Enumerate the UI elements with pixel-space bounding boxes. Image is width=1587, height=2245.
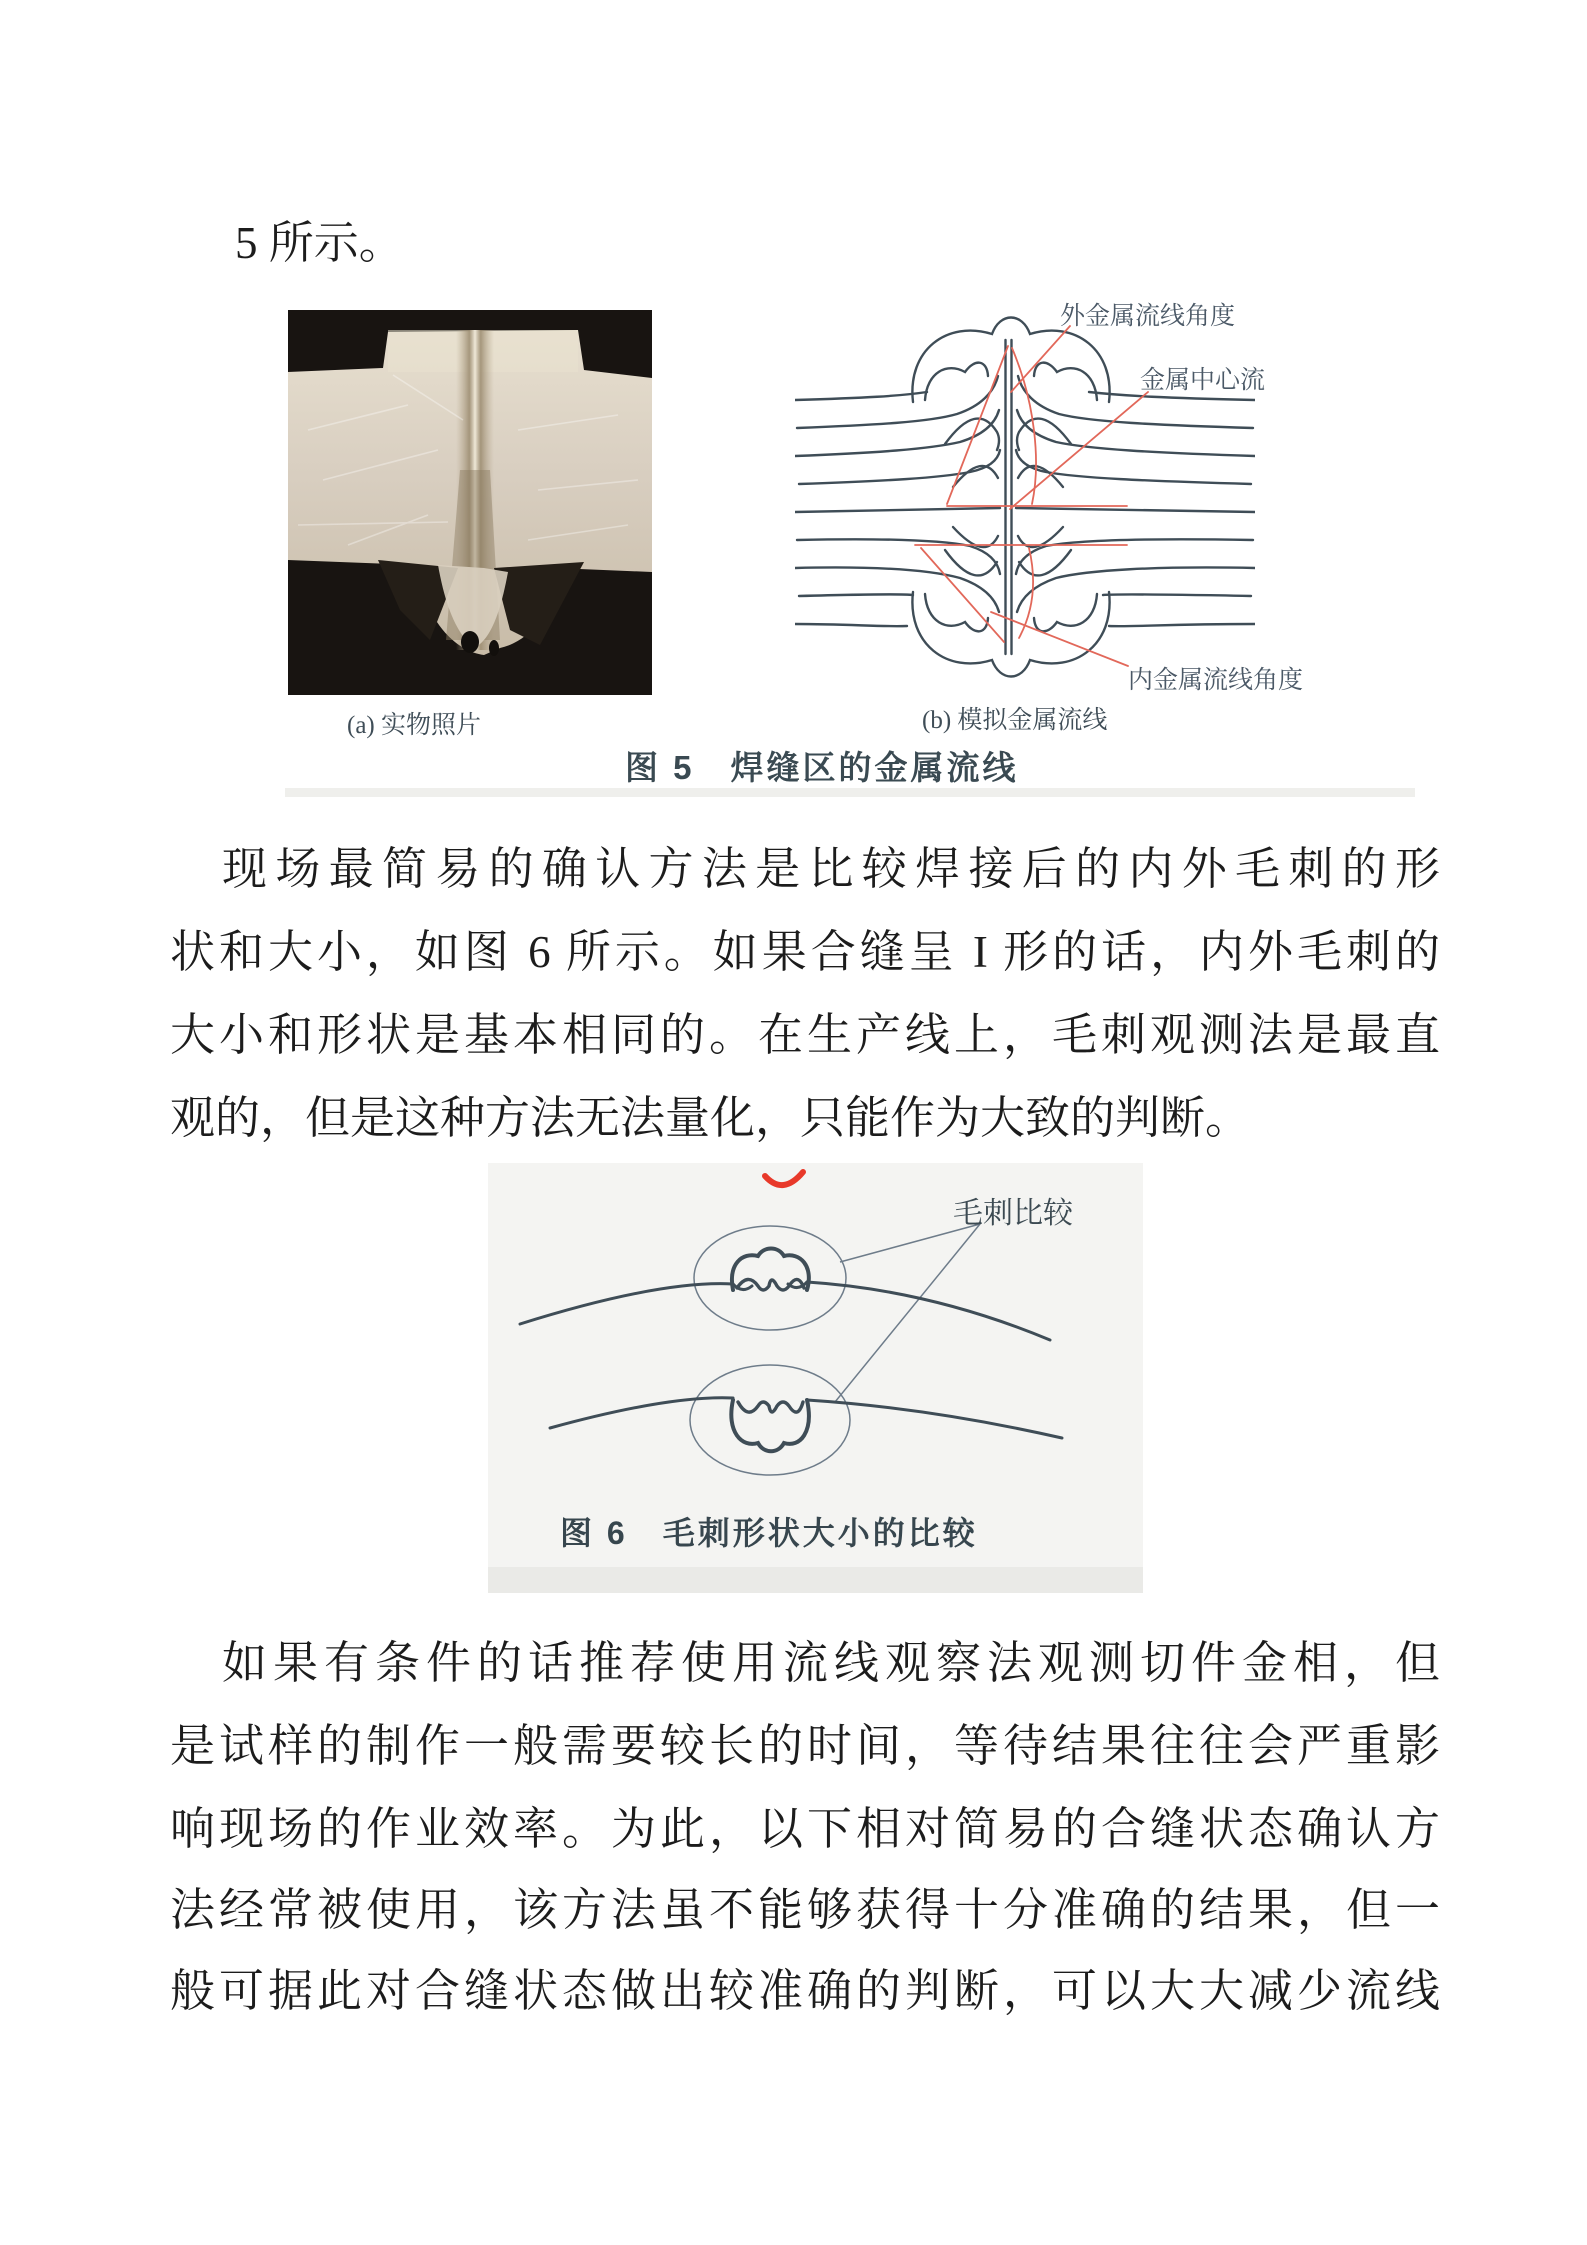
figure5-subcaption-a: (a) 实物照片 bbox=[347, 712, 481, 739]
figure5-caption: 图 5 焊缝区的金属流线 bbox=[625, 749, 1019, 786]
red-check-mark bbox=[765, 1172, 803, 1185]
label-burr-compare: 毛刺比较 bbox=[953, 1197, 1073, 1230]
paragraph1-line4: 观的，但是这种方法无法量化，只能作为大致的判断。 bbox=[170, 1093, 1251, 1143]
figure5-flowline-diagram bbox=[795, 282, 1255, 712]
label-metal-center-flow: 金属中心流 bbox=[1140, 367, 1266, 394]
label-inner-flowline-angle: 内金属流线角度 bbox=[1128, 667, 1304, 694]
figure5-subcaption-b: (b) 模拟金属流线 bbox=[922, 707, 1108, 734]
paragraph2-line2: 是试样的制作一般需要较长的时间，等待结果往往会严重影 bbox=[170, 1721, 1440, 1771]
figure6-caption: 图 6 毛刺形状大小的比较 bbox=[560, 1515, 978, 1551]
paragraph2-line3: 响现场的作业效率。为此，以下相对简易的合缝状态确认方 bbox=[170, 1804, 1440, 1854]
paragraph1-line1: 现场最简易的确认方法是比较焊接后的内外毛刺的形 bbox=[222, 844, 1440, 894]
paragraph2-line5: 般可据此对合缝状态做出较准确的判断，可以大大减少流线 bbox=[170, 1966, 1440, 2016]
intro-line: 5 所示。 bbox=[235, 218, 404, 268]
label-outer-flowline-angle: 外金属流线角度 bbox=[1060, 303, 1236, 330]
paragraph2-line1: 如果有条件的话推荐使用流线观察法观测切件金相，但 bbox=[222, 1638, 1440, 1688]
figure5-photo bbox=[288, 310, 652, 695]
paragraph2-line4: 法经常被使用，该方法虽不能够获得十分准确的结果，但一 bbox=[170, 1885, 1440, 1935]
figure6-scan-edge bbox=[488, 1567, 1143, 1593]
figure5-scan-edge bbox=[285, 788, 1415, 797]
paragraph1-line3: 大小和形状是基本相同的。在生产线上，毛刺观测法是最直 bbox=[170, 1010, 1440, 1060]
paragraph1-line2: 状和大小，如图 6 所示。如果合缝呈 I 形的话，内外毛刺的 bbox=[170, 927, 1440, 977]
